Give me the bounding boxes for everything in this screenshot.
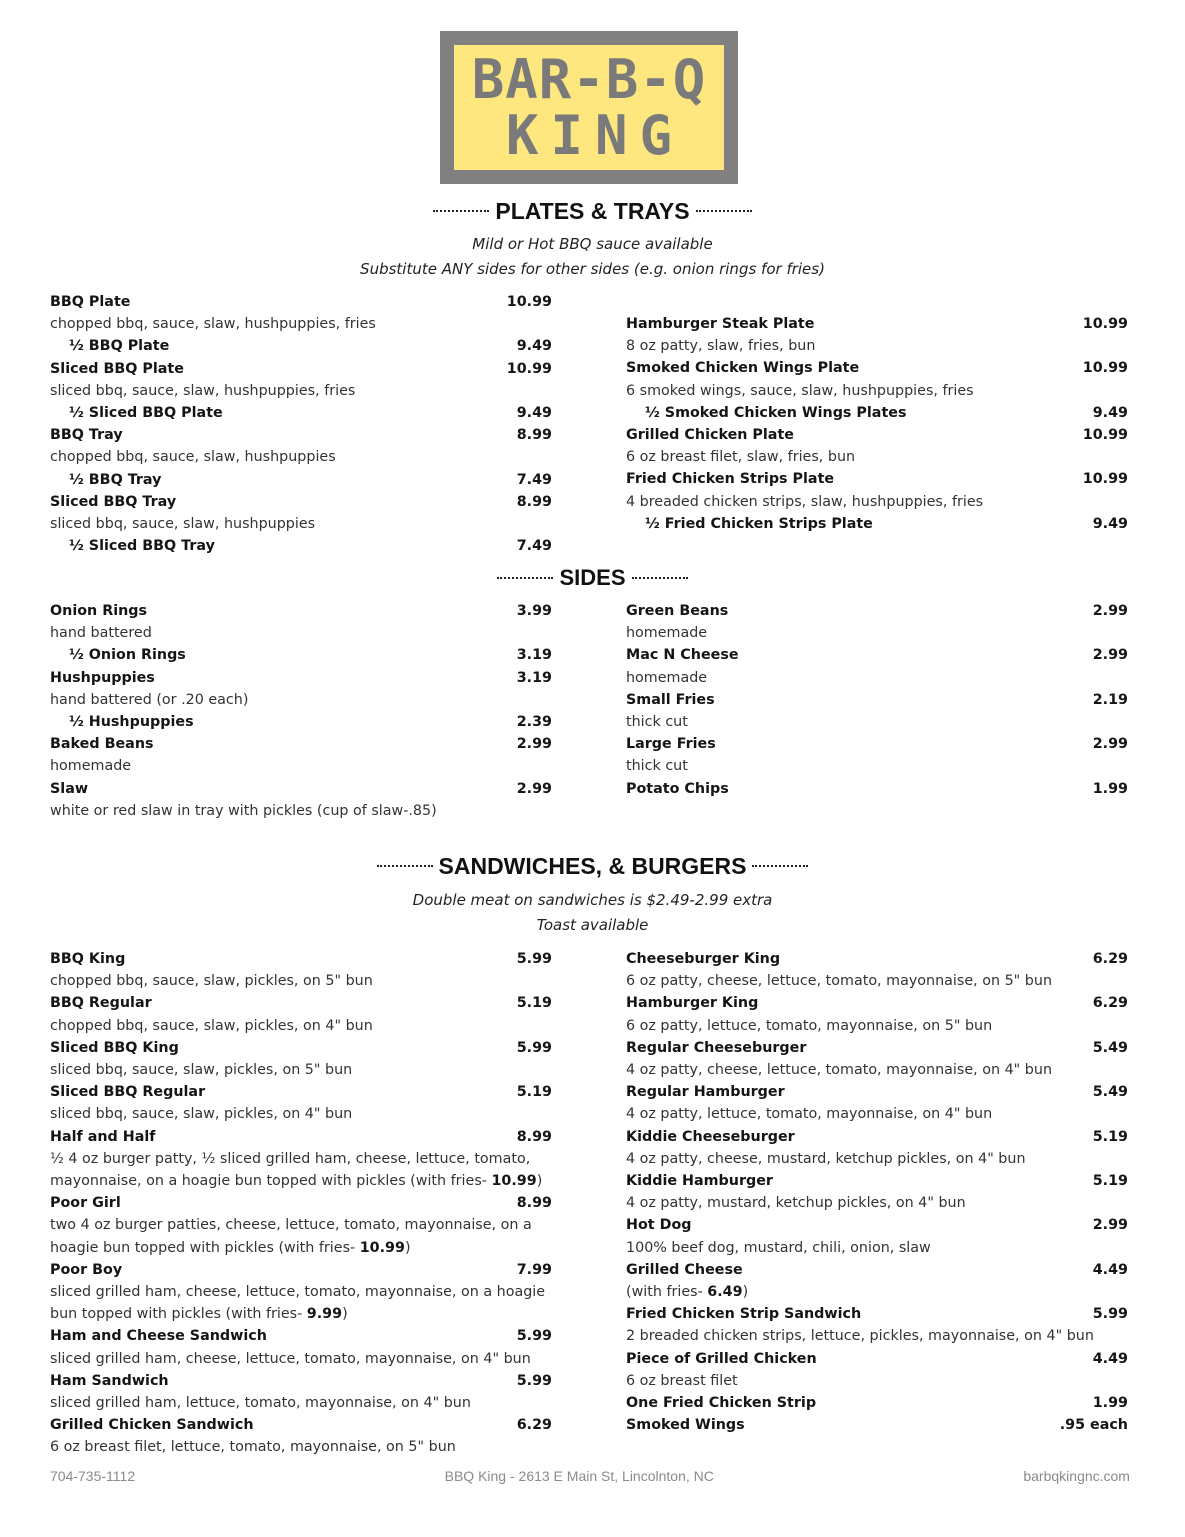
menu-item-description [50, 1148, 552, 1192]
menu-item [50, 711, 552, 733]
menu-item [626, 402, 1128, 424]
sides-left-column [50, 600, 552, 822]
menu-item-price: 5.19 [1092, 1172, 1128, 1189]
menu-item-price: 4.49 [1092, 1261, 1128, 1278]
menu-item-price: 8.99 [516, 493, 552, 510]
note-toast: Toast available [536, 916, 649, 934]
menu-item-name: BBQ Regular [50, 995, 152, 1012]
menu-item [626, 644, 1128, 666]
menu-item [50, 1325, 552, 1347]
menu-item [626, 1081, 1128, 1103]
description-text: hand battered (or .20 each) [50, 691, 249, 708]
sandwiches-notes [0, 888, 1185, 938]
menu-item [626, 1303, 1128, 1325]
divider-left [377, 865, 433, 867]
with-fries-price: 10.99 [359, 1239, 405, 1256]
menu-item [626, 1348, 1128, 1370]
menu-item-price: 1.99 [1092, 1394, 1128, 1411]
menu-item-name: Grilled Chicken Plate [626, 426, 794, 443]
menu-item [626, 1259, 1128, 1281]
description-text: sliced bbq, sauce, slaw, pickles, on 5" bun [50, 1061, 353, 1078]
menu-item-price: 5.19 [516, 995, 552, 1012]
sides-right-column [626, 600, 1128, 800]
menu-item-description [626, 970, 1128, 992]
menu-item-price: 10.99 [1082, 471, 1128, 488]
menu-item [50, 733, 552, 755]
menu-item-name: Poor Girl [50, 1195, 121, 1212]
menu-item-description [626, 1281, 1128, 1303]
footer-address: BBQ King - 2613 E Main St, Lincolnton, NC [444, 1468, 714, 1484]
menu-item-description [50, 1348, 552, 1370]
menu-item-price: 6.29 [1092, 951, 1128, 967]
menu-item-name: ½ Hushpuppies [69, 713, 194, 730]
menu-item-description [50, 1103, 552, 1125]
menu-item-name: One Fried Chicken Strip [626, 1394, 817, 1411]
section-title-sandwiches: SANDWICHES, & BURGERS [438, 852, 747, 879]
menu-item-price: 10.99 [506, 360, 552, 377]
menu-item-description [50, 800, 552, 822]
menu-item-name: Hushpuppies [50, 669, 155, 686]
menu-item-price: 1.99 [1092, 780, 1128, 797]
menu-item [50, 358, 552, 380]
description-text: chopped bbq, sauce, slaw, hushpuppies, fries [50, 316, 376, 333]
menu-item-description [626, 1325, 1128, 1347]
description-text: homemade [626, 625, 708, 642]
note-double-meat: Double meat on sandwiches is $2.49-2.99 extra [412, 891, 773, 909]
menu-item-name: ½ BBQ Tray [69, 471, 162, 488]
menu-item-name: ½ Sliced BBQ Plate [69, 404, 223, 421]
menu-item-name: Sliced BBQ Tray [50, 493, 177, 510]
menu-item-name: Green Beans [626, 603, 729, 619]
plates-left-column [50, 291, 552, 557]
description-text: chopped bbq, sauce, slaw, pickles, on 4" bun [50, 1017, 373, 1034]
menu-item-name: Fried Chicken Strips Plate [626, 471, 835, 488]
menu-item [626, 733, 1128, 755]
description-text: homemade [626, 669, 708, 686]
menu-item-description [626, 446, 1128, 468]
logo-text-barbq: BAR-B-Q [471, 47, 707, 111]
menu-item-price: 2.39 [516, 713, 552, 730]
divider-left [433, 210, 489, 212]
footer-website[interactable]: barbqkingnc.com [1023, 1468, 1130, 1484]
menu-item [50, 600, 552, 622]
menu-item-price: 5.99 [516, 1372, 552, 1389]
description-text: 6 oz breast filet [626, 1372, 738, 1389]
menu-item-name: Sliced BBQ Regular [50, 1084, 206, 1101]
menu-item-name: Smoked Wings [626, 1417, 745, 1434]
menu-item [50, 1081, 552, 1103]
menu-item [626, 357, 1128, 379]
menu-item-name: Sliced BBQ King [50, 1039, 179, 1056]
menu-item-price: 10.99 [1082, 426, 1128, 443]
menu-item-price: 10.99 [506, 294, 552, 310]
description-text: sliced bbq, sauce, slaw, pickles, on 4" bun [50, 1106, 353, 1123]
menu-item [626, 1214, 1128, 1236]
description-text: two 4 oz burger patties, cheese, lettuce, tomato, mayonnaise, on a hoagie bun topped with pickles (with fries- [50, 1217, 532, 1256]
menu-item-name: BBQ King [50, 951, 126, 967]
section-heading-sides [0, 564, 1185, 592]
menu-item [626, 424, 1128, 446]
menu-item-name: BBQ Plate [50, 294, 131, 310]
menu-item-name: Sliced BBQ Plate [50, 360, 184, 377]
menu-item [50, 948, 552, 970]
menu-item [50, 1259, 552, 1281]
description-text: 4 breaded chicken strips, slaw, hushpuppies, fries [626, 493, 984, 510]
menu-item-description [50, 622, 552, 644]
menu-item-description [626, 1148, 1128, 1170]
menu-item-price: 7.49 [516, 471, 552, 488]
menu-item-description [50, 755, 552, 777]
menu-item-price: 4.49 [1092, 1350, 1128, 1367]
description-text: chopped bbq, sauce, slaw, pickles, on 5" bun [50, 973, 373, 990]
menu-item [50, 1192, 552, 1214]
menu-item-price: 7.99 [516, 1261, 552, 1278]
description-end: ) [742, 1283, 749, 1300]
menu-item-price: 5.99 [516, 1039, 552, 1056]
menu-item-name: Kiddie Cheeseburger [626, 1128, 795, 1145]
section-heading-plates [0, 196, 1185, 226]
menu-item [50, 491, 552, 513]
description-text: sliced grilled ham, cheese, lettuce, tomato, mayonnaise, on 4" bun [50, 1350, 531, 1367]
menu-item-name: ½ Smoked Chicken Wings Plates [645, 404, 907, 421]
menu-item [50, 778, 552, 800]
menu-item-description [626, 1192, 1128, 1214]
description-text: 8 oz patty, slaw, fries, bun [626, 338, 816, 355]
description-text: 6 smoked wings, sauce, slaw, hushpuppies, fries [626, 382, 974, 399]
menu-item-description [626, 755, 1128, 777]
menu-item-price: 9.49 [1092, 404, 1128, 421]
menu-item [626, 1392, 1128, 1414]
menu-item-price: 6.29 [516, 1417, 552, 1434]
menu-item-description [50, 380, 552, 402]
menu-item-price: 5.49 [1092, 1084, 1128, 1101]
description-end: ) [342, 1306, 348, 1323]
menu-item-price: 10.99 [1082, 360, 1128, 377]
plates-right-column [626, 313, 1128, 535]
menu-item-price: 7.49 [516, 538, 552, 555]
menu-item-name: Slaw [50, 780, 89, 797]
description-end: ) [536, 1172, 543, 1189]
menu-item-price: 2.99 [516, 780, 552, 797]
description-text: 6 oz breast filet, lettuce, tomato, mayonnaise, on 5" bun [50, 1439, 456, 1456]
menu-item-name: Regular Hamburger [626, 1084, 785, 1101]
description-text: 2 breaded chicken strips, lettuce, pickles, mayonnaise, on 4" bun [626, 1328, 1094, 1345]
menu-item-name: ½ Sliced BBQ Tray [69, 538, 215, 555]
description-text: sliced grilled ham, lettuce, tomato, mayonnaise, on 4" bun [50, 1394, 471, 1411]
menu-item-description [50, 446, 552, 468]
menu-item-description [50, 313, 552, 335]
menu-item-name: Piece of Grilled Chicken [626, 1350, 817, 1367]
menu-item [626, 513, 1128, 535]
logo [440, 31, 738, 184]
menu-item [626, 992, 1128, 1014]
menu-item-name: Smoked Chicken Wings Plate [626, 360, 860, 377]
menu-item-price: 3.99 [516, 603, 552, 619]
menu-item-price: 2.19 [1092, 691, 1128, 708]
menu-item [626, 948, 1128, 970]
menu-item-price: 9.49 [1092, 515, 1128, 532]
menu-item-price: 2.99 [1092, 736, 1128, 753]
menu-item [50, 667, 552, 689]
menu-item-name: Hamburger Steak Plate [626, 316, 815, 332]
menu-item-price: 5.99 [1092, 1306, 1128, 1323]
description-text: ½ 4 oz burger patty, ½ sliced grilled ham, cheese, lettuce, tomato, mayonnaise, on a hoagie bun topped with pickles (with fries- [50, 1150, 531, 1189]
section-title-plates: PLATES & TRAYS [495, 197, 690, 224]
menu-item-description [50, 1214, 552, 1258]
note-sauce: Mild or Hot BBQ sauce available [472, 235, 713, 253]
with-fries-price: 6.49 [707, 1283, 743, 1300]
divider-right [696, 210, 752, 212]
menu-item-name: Ham and Cheese Sandwich [50, 1328, 267, 1345]
menu-item [50, 1037, 552, 1059]
description-text: 4 oz patty, mustard, ketchup pickles, on 4" bun [626, 1195, 966, 1212]
description-text: thick cut [626, 713, 688, 730]
menu-item-name: Regular Cheeseburger [626, 1039, 807, 1056]
menu-item-description [626, 491, 1128, 513]
description-end: ) [404, 1239, 411, 1256]
description-text: chopped bbq, sauce, slaw, hushpuppies [50, 449, 336, 466]
menu-item-description [50, 689, 552, 711]
footer [50, 1468, 1130, 1484]
menu-item-price: 8.99 [516, 1195, 552, 1212]
menu-item [626, 600, 1128, 622]
menu-item [50, 424, 552, 446]
footer-phone[interactable]: 704-735-1112 [50, 1468, 136, 1484]
note-substitute: Substitute ANY sides for other sides (e.g. onion rings for fries) [360, 260, 825, 278]
menu-item-description [626, 1237, 1128, 1259]
menu-item-description [50, 1392, 552, 1414]
menu-item-name: Hamburger King [626, 995, 759, 1012]
menu-item-price: 5.19 [1092, 1128, 1128, 1145]
menu-item-name: Cheeseburger King [626, 951, 781, 967]
description-text: sliced grilled ham, cheese, lettuce, tomato, mayonnaise, on a hoagie bun topped with pickles (with fries- [50, 1283, 546, 1323]
description-text: hand battered [50, 625, 152, 642]
description-text: 6 oz breast filet, slaw, fries, bun [626, 449, 856, 466]
menu-item-price: 2.99 [1092, 603, 1128, 619]
menu-item-description [626, 667, 1128, 689]
menu-item-price: 5.99 [516, 951, 552, 967]
menu-item-name: Half and Half [50, 1128, 156, 1145]
menu-item [50, 335, 552, 357]
description-text: 4 oz patty, cheese, mustard, ketchup pickles, on 4" bun [626, 1150, 1026, 1167]
menu-item-name: Poor Boy [50, 1261, 123, 1278]
menu-item-name: Grilled Cheese [626, 1261, 743, 1278]
menu-item [626, 1037, 1128, 1059]
menu-item-price: 9.49 [516, 404, 552, 421]
menu-item-description [626, 622, 1128, 644]
menu-item [626, 689, 1128, 711]
divider-left [497, 577, 553, 579]
menu-item-description [50, 513, 552, 535]
section-title-sides: SIDES [559, 565, 626, 590]
description-text: 6 oz patty, cheese, lettuce, tomato, mayonnaise, on 5" bun [626, 973, 1053, 990]
divider-right [632, 577, 688, 579]
menu-item [626, 1170, 1128, 1192]
menu-item [50, 535, 552, 557]
with-fries-price: 10.99 [491, 1172, 537, 1189]
menu-item-name: Potato Chips [626, 780, 729, 797]
menu-item-price: 10.99 [1082, 316, 1128, 332]
menu-item-description [626, 1059, 1128, 1081]
menu-item-name: ½ BBQ Plate [69, 338, 170, 355]
menu-item-description [50, 1281, 552, 1325]
menu-item [50, 644, 552, 666]
menu-item-price: 5.19 [516, 1084, 552, 1101]
description-text: white or red slaw in tray with pickles (cup of slaw-.85) [50, 802, 437, 819]
description-text: 6 oz patty, lettuce, tomato, mayonnaise, on 5" bun [626, 1017, 993, 1034]
menu-item-description [50, 970, 552, 992]
description-text: thick cut [626, 758, 688, 775]
menu-item [50, 992, 552, 1014]
sandwiches-right-column [626, 948, 1128, 1436]
menu-item [50, 291, 552, 313]
menu-item [626, 1414, 1128, 1436]
description-text: (with fries- [626, 1283, 708, 1300]
logo-text-king: KING [505, 103, 685, 167]
description-text: sliced bbq, sauce, slaw, hushpuppies [50, 515, 316, 532]
menu-item [50, 1126, 552, 1148]
menu-item-description [626, 1103, 1128, 1125]
description-text: 4 oz patty, cheese, lettuce, tomato, mayonnaise, on 4" bun [626, 1061, 1053, 1078]
menu-item-price: 8.99 [516, 1128, 552, 1145]
menu-item-price: 3.19 [516, 647, 552, 664]
menu-item [50, 402, 552, 424]
menu-item-name: Onion Rings [50, 603, 148, 619]
section-heading-sandwiches [0, 851, 1185, 881]
menu-item-description [626, 380, 1128, 402]
menu-item-price: 3.19 [516, 669, 552, 686]
menu-item-price: 5.49 [1092, 1039, 1128, 1056]
logo-panel [454, 45, 724, 170]
menu-item-description [626, 1015, 1128, 1037]
menu-item-name: Fried Chicken Strip Sandwich [626, 1306, 862, 1323]
description-text: sliced bbq, sauce, slaw, hushpuppies, fries [50, 382, 356, 399]
menu-item-name: Kiddie Hamburger [626, 1172, 773, 1189]
description-text: 100% beef dog, mustard, chili, onion, slaw [626, 1239, 931, 1256]
menu-item-description [50, 1015, 552, 1037]
menu-item-name: Small Fries [626, 691, 715, 708]
menu-item [626, 468, 1128, 490]
menu-item [50, 1414, 552, 1436]
menu-item-price: 2.99 [516, 736, 552, 753]
menu-item-description [50, 1059, 552, 1081]
menu-item-name: Baked Beans [50, 736, 154, 753]
with-fries-price: 9.99 [306, 1306, 343, 1323]
sandwiches-left-column [50, 948, 552, 1459]
menu-item-description [50, 1436, 552, 1458]
menu-item-price: 2.99 [1092, 1217, 1128, 1234]
menu-item-description [626, 711, 1128, 733]
menu-item [626, 1126, 1128, 1148]
plates-notes [0, 232, 1185, 282]
menu-item-name: Ham Sandwich [50, 1372, 169, 1389]
menu-item [626, 778, 1128, 800]
menu-item-name: ½ Onion Rings [69, 647, 186, 664]
menu-item-description [626, 335, 1128, 357]
menu-item [626, 313, 1128, 335]
description-text: 4 oz patty, lettuce, tomato, mayonnaise, on 4" bun [626, 1106, 993, 1123]
menu-item [50, 469, 552, 491]
menu-item-name: BBQ Tray [50, 427, 123, 444]
menu-item-name: ½ Fried Chicken Strips Plate [645, 515, 873, 532]
menu-item-description [626, 1370, 1128, 1392]
menu-item-name: Grilled Chicken Sandwich [50, 1417, 254, 1434]
menu-item-name: Large Fries [626, 736, 716, 753]
menu-item [50, 1370, 552, 1392]
description-text: homemade [50, 758, 132, 775]
divider-right [752, 865, 808, 867]
menu-item-price: 2.99 [1092, 647, 1128, 664]
menu-item-name: Mac N Cheese [626, 647, 739, 664]
menu-item-price: 6.29 [1092, 995, 1128, 1012]
menu-item-price: 8.99 [516, 427, 552, 444]
menu-item-price: .95 each [1059, 1417, 1128, 1434]
menu-item-price: 5.99 [516, 1328, 552, 1345]
menu-item-price: 9.49 [516, 338, 552, 355]
menu-item-name: Hot Dog [626, 1217, 692, 1234]
